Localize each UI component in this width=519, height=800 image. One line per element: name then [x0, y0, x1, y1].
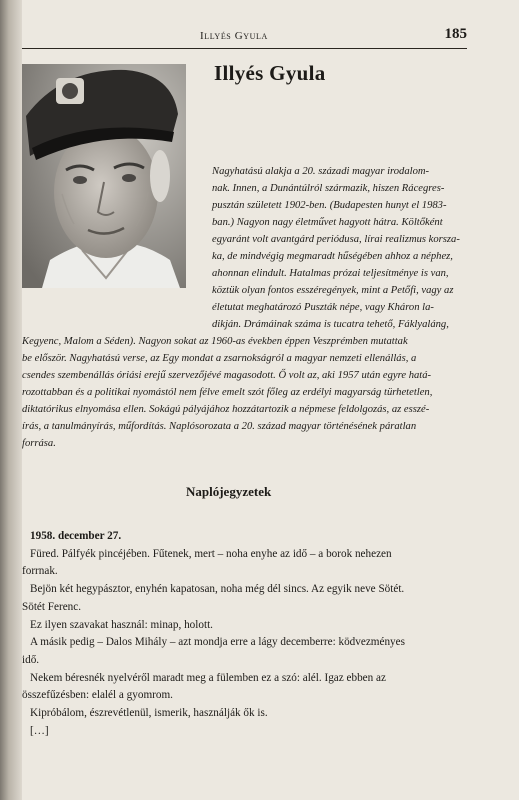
bio-line: pusztán született 1902-ben. (Budapesten hunyt el 1983- — [212, 200, 447, 211]
bio-line: dikján. Drámáinak száma is tucatra tehető, Fáklyaláng, — [212, 319, 449, 330]
bio-line: be először. Nagyhatású verse, az Egy mondat a zsarnokságról a magyar nemzeti ellenállás, a — [22, 353, 417, 364]
author-name-heading: Illyés Gyula — [214, 61, 326, 85]
diary-line: Nekem béresnék nyelvéről maradt meg a fülemben ez a szó: alél. Igaz ebben az — [30, 671, 386, 684]
diary-line: Kipróbálom, észrevétlenül, ismerik, használják ők is. — [30, 707, 268, 720]
diary-line: idő. — [22, 653, 40, 666]
diary-line: forrnak. — [22, 565, 58, 578]
bio-line: köztük olyan fontos esszéregények, mint a Petőfi, vagy az — [212, 285, 454, 296]
diary-line: Bejön két hegypásztor, enyhén kapatosan, noha még dél sincs. Az egyik neve Sötét. — [30, 583, 405, 596]
bio-line: életutat meghatározó Puszták népe, vagy Kháron la- — [212, 302, 434, 313]
diary-line: A másik pedig – Dalos Mihály – azt mondja erre a lágy decemberre: ködvezményes — [30, 636, 405, 649]
diary-line: […] — [30, 724, 49, 737]
bio-line: ban.) Nagyon nagy életművet hagyott hátra. Költőként — [212, 217, 443, 228]
bio-line: forrása. — [22, 438, 56, 449]
diary-line: Ez ilyen szavakat használ: minap, holott. — [30, 618, 213, 631]
bio-line: írás, a tanulmányírás, műfordítás. Naplósorozata a 20. század magyar történésének páratlan — [22, 421, 417, 432]
running-head — [22, 28, 467, 49]
bio-line: Nagyhatású alakja a 20. századi magyar irodalom- — [212, 166, 430, 177]
diary-entry — [22, 528, 468, 740]
diary-date: 1958. december 27. — [30, 530, 122, 542]
bio-line: egyaránt volt avantgárd periódusa, lírai realizmus korsza- — [212, 234, 460, 245]
author-biography — [22, 163, 468, 452]
bio-line: Kegyenc, Malom a Séden). Nagyon sokat az 1960-as években éppen Veszprémben mutattak — [22, 336, 408, 347]
diary-line: Sötét Ferenc. — [22, 600, 82, 613]
bio-line: csendes szembenállás óriási erejű szervezőjévé magasodott. Ő volt az, aki 1957 után egyre hatá- — [22, 370, 432, 381]
bio-line: ka, de mindvégig megmaradt hűségében ahhoz a néphez, — [212, 251, 453, 262]
diary-line: Füred. Pálfyék pincéjében. Fűtenek, mert – noha enyhe az idő – a borok nehezen — [30, 547, 392, 560]
section-heading: Naplójegyzetek — [186, 484, 272, 499]
bio-line: rozottabban és a politikai nyomástól nem félve emelt szót főleg az erdélyi magyarság türhetetlen, — [22, 387, 433, 398]
running-title: Illyés Gyula — [200, 30, 268, 42]
bio-line: ahonnan elindult. Hatalmas prózai teljesítménye is van, — [212, 268, 449, 279]
page-number: 185 — [444, 26, 467, 42]
diary-line: összefűzésben: elalél a gyomrom. — [22, 689, 173, 702]
bio-line: nak. Innen, a Dunántúlról származik, hiszen Rácegres- — [212, 183, 445, 194]
bio-line: diktatórikus elnyomása ellen. Sokágú pályájához hozzátartozik a népmese feldolgozás, az esszé- — [22, 404, 430, 415]
